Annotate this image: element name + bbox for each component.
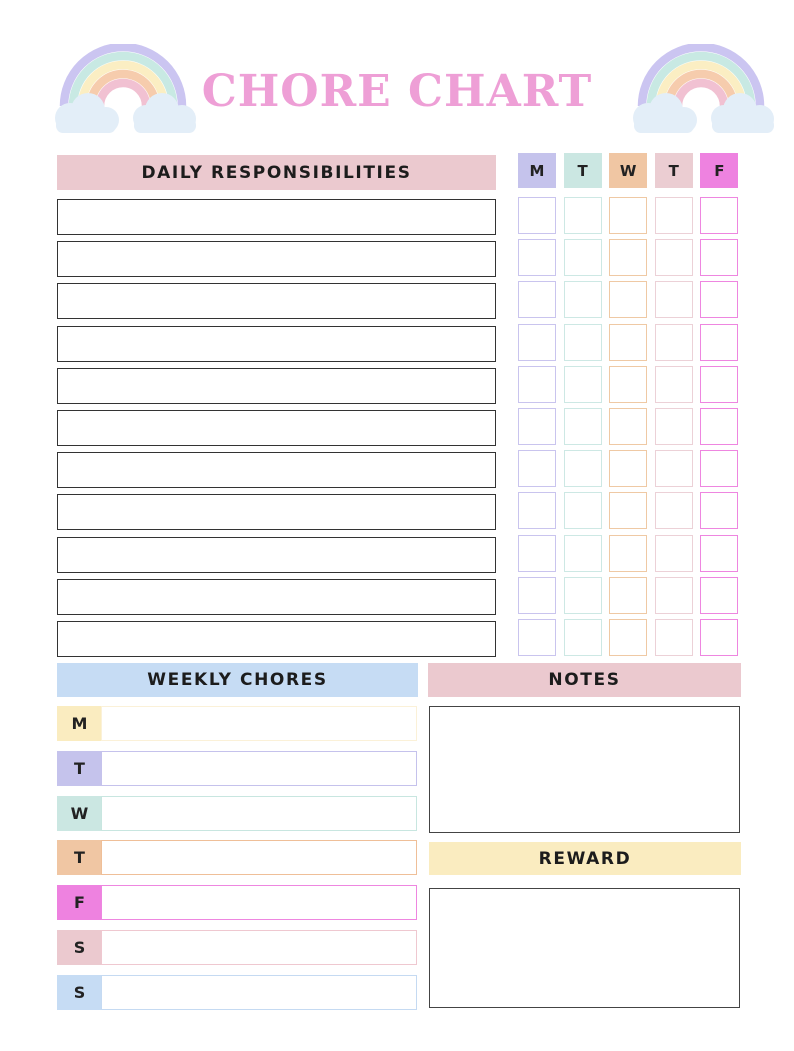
checkbox[interactable] [655,535,693,572]
weekly-day-label: M [57,706,102,741]
weekly-chore-field[interactable] [101,840,417,875]
checkbox[interactable] [700,492,738,529]
checkbox[interactable] [564,535,602,572]
checkbox[interactable] [518,619,556,656]
checkbox[interactable] [700,408,738,445]
checkbox[interactable] [655,239,693,276]
checkbox[interactable] [564,197,602,234]
checkbox[interactable] [655,197,693,234]
day-header-0: M [518,153,556,188]
daily-task-row[interactable] [57,621,496,657]
checkbox[interactable] [518,197,556,234]
weekly-chore-field[interactable] [101,885,417,920]
weekly-day-label: T [57,840,102,875]
weekly-chore-field[interactable] [101,751,417,786]
checkbox[interactable] [655,366,693,403]
checkbox[interactable] [655,281,693,318]
weekly-chores-heading: WEEKLY CHORES [57,663,418,697]
day-header-4: F [700,153,738,188]
checkbox[interactable] [518,281,556,318]
weekly-day-label: F [57,885,102,920]
page-title: CHORE CHART [201,66,593,117]
checkbox[interactable] [564,492,602,529]
checkbox[interactable] [655,492,693,529]
weekly-chore-field[interactable] [101,930,417,965]
checkbox[interactable] [700,197,738,234]
daily-task-row[interactable] [57,326,496,362]
daily-task-row[interactable] [57,368,496,404]
weekly-day-label: S [57,975,102,1010]
checkbox[interactable] [609,366,647,403]
checkbox[interactable] [609,492,647,529]
checkbox[interactable] [564,619,602,656]
checkbox[interactable] [564,450,602,487]
weekly-chore-field[interactable] [101,796,417,831]
checkbox[interactable] [655,408,693,445]
checkbox[interactable] [700,450,738,487]
checkbox[interactable] [700,239,738,276]
daily-task-row[interactable] [57,283,496,319]
checkbox[interactable] [655,324,693,361]
checkbox[interactable] [700,366,738,403]
checkbox[interactable] [655,450,693,487]
weekly-day-label: S [57,930,102,965]
checkbox[interactable] [609,324,647,361]
checkbox[interactable] [564,366,602,403]
daily-task-row[interactable] [57,579,496,615]
checkbox[interactable] [564,408,602,445]
checkbox[interactable] [655,577,693,614]
checkbox[interactable] [564,577,602,614]
weekly-chore-field[interactable] [101,975,417,1010]
weekly-chore-field[interactable] [101,706,417,741]
checkbox[interactable] [564,239,602,276]
daily-task-row[interactable] [57,199,496,235]
day-header-1: T [564,153,602,188]
day-header-2: W [609,153,647,188]
checkbox[interactable] [518,239,556,276]
checkbox[interactable] [609,408,647,445]
checkbox[interactable] [518,366,556,403]
reward-heading: REWARD [429,842,741,875]
checkbox[interactable] [518,577,556,614]
checkbox[interactable] [518,492,556,529]
checkbox[interactable] [700,281,738,318]
daily-task-row[interactable] [57,241,496,277]
checkbox[interactable] [609,281,647,318]
checkbox[interactable] [700,535,738,572]
checkbox[interactable] [700,619,738,656]
checkbox[interactable] [518,535,556,572]
day-header-3: T [655,153,693,188]
checkbox[interactable] [609,619,647,656]
checkbox[interactable] [609,197,647,234]
checkbox[interactable] [564,324,602,361]
daily-task-row[interactable] [57,452,496,488]
checkbox[interactable] [655,619,693,656]
daily-task-row[interactable] [57,537,496,573]
checkbox[interactable] [518,324,556,361]
notes-box[interactable] [429,706,740,833]
daily-responsibilities-heading: DAILY RESPONSIBILITIES [57,155,496,190]
weekly-day-label: W [57,796,102,831]
checkbox[interactable] [564,281,602,318]
notes-heading: NOTES [428,663,741,697]
checkbox[interactable] [700,324,738,361]
checkbox[interactable] [609,535,647,572]
checkbox[interactable] [518,450,556,487]
daily-task-row[interactable] [57,494,496,530]
checkbox[interactable] [609,450,647,487]
checkbox[interactable] [700,577,738,614]
checkbox[interactable] [518,408,556,445]
daily-task-row[interactable] [57,410,496,446]
checkbox[interactable] [609,577,647,614]
reward-box[interactable] [429,888,740,1008]
weekly-day-label: T [57,751,102,786]
checkbox[interactable] [609,239,647,276]
